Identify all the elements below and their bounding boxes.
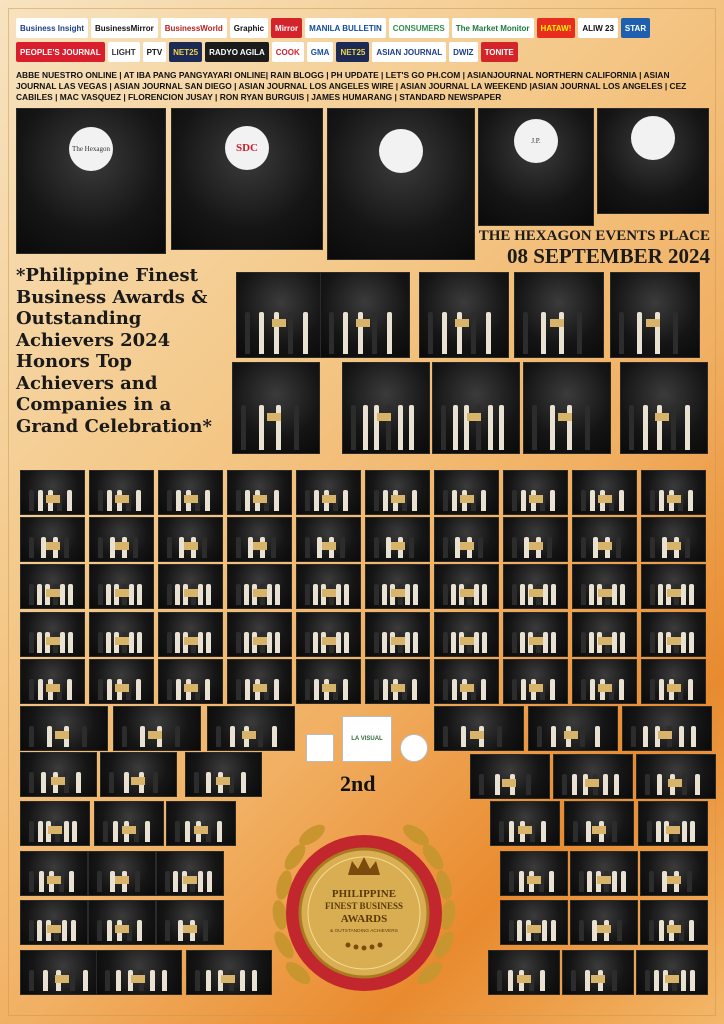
award-photo [503,659,568,704]
award-photo [641,470,706,515]
award-photo [89,659,154,704]
award-photo [528,706,618,751]
la-visual-logo: LA VISUAL [342,716,392,762]
award-photo [434,517,499,562]
award-photo [636,754,716,799]
seal-line-3: AWARDS [340,913,388,925]
award-photo [572,470,637,515]
seal-line-4: & OUTSTANDING ACHIEVERS [330,929,398,934]
award-photo [523,362,611,454]
award-photo [185,752,262,797]
award-photo [158,470,223,515]
featured-photo [597,108,709,214]
award-photo [365,612,430,657]
media-logo: MANILA BULLETIN [305,18,386,38]
sponsors-list: ABBE NUESTRO ONLINE | AT IBA PANG PANGYAYARI ONLINE| RAIN BLOGG | PH UPDATE | LET'S GO PH.COM | ASIANJOURNAL NORTHERN CALIFORNIA | ASIAN JOURNAL LAS VEGAS | ASIAN JOURNAL SAN DIEGO | ASIAN JOURNAL LOS ANGELES WIRE | ASIAN JOURNAL LA WEEKEND |ASIAN JOURNAL LOS ANGELES | CEZ CABILES | MAC VASQUEZ | FLORENCION JUSAY | RON RYAN BURGUIS | JAMES HUMARANG | STANDARD NEWSPAPER [16,70,687,102]
award-photo [20,659,85,704]
award-photo [227,517,292,562]
award-photo [88,851,156,896]
rank-label: 2nd [340,771,376,796]
award-photo [296,659,361,704]
award-photo [20,470,85,515]
award-photo [641,659,706,704]
award-photo [296,517,361,562]
award-photo [641,517,706,562]
award-photo [572,612,637,657]
media-logo: The Market Monitor [452,18,534,38]
award-photo [20,950,106,995]
awards-seal [250,795,478,1023]
award-photo [419,272,509,358]
award-photo [207,706,295,751]
award-photo [166,801,236,846]
award-photo [434,564,499,609]
award-photo [89,470,154,515]
award-photo [641,612,706,657]
award-photo [296,470,361,515]
award-photo [365,470,430,515]
media-logo: BusinessWorld [161,18,227,38]
media-logo: CONSUMERS [389,18,449,38]
photo-backdrop-logo: J.P. [514,119,558,163]
media-logo: NET25 [169,42,202,62]
logo-row [16,18,708,38]
award-photo [89,517,154,562]
award-photo [488,950,560,995]
award-photo [638,801,708,846]
award-photo [113,706,201,751]
award-photo [470,754,550,799]
featured-photo [478,108,594,226]
media-logo: Mirror [271,18,302,38]
award-photo [636,950,708,995]
award-photo [88,900,156,945]
award-photo [365,564,430,609]
headline: *Philippine Finest Business Awards & Outstanding Achievers 2024 Honors Top Achievers and Companies in a Grand Celebration* [16,265,212,437]
organizer-logo [306,734,334,762]
award-photo [503,470,568,515]
media-logo: PTV [143,42,167,62]
award-photo [434,612,499,657]
award-photo [94,801,164,846]
media-logo: ASIAN JOURNAL [372,42,446,62]
media-logo: NET25 [336,42,369,62]
media-logo: HATAW! [537,18,576,38]
media-logo: GMA [307,42,334,62]
award-photo [641,564,706,609]
award-photo [296,612,361,657]
media-logo-strip [16,18,708,66]
award-photo [20,801,90,846]
photo-backdrop-logo: The Hexagon [69,127,113,171]
award-photo [227,659,292,704]
award-photo [514,272,604,358]
media-logo: STAR [621,18,650,38]
event-date: 08 SEPTEMBER 2024 [506,244,710,268]
featured-photo [171,108,323,250]
event-venue-block [479,228,710,267]
award-photo [20,706,108,751]
award-photo [570,851,638,896]
award-photo [156,900,224,945]
award-photo [236,272,326,358]
award-photo [503,612,568,657]
award-photo [20,564,85,609]
award-photo [434,470,499,515]
award-photo [572,659,637,704]
award-photo [620,362,708,454]
award-photo [640,900,708,945]
photo-backdrop-logo: SDC [225,126,269,170]
featured-photo [16,108,166,254]
award-photo [20,900,88,945]
award-photo [434,706,524,751]
award-photo [503,564,568,609]
award-photo [227,470,292,515]
award-photo [156,851,224,896]
award-photo [553,754,633,799]
award-photo [158,659,223,704]
award-photo [227,564,292,609]
award-photo [20,752,97,797]
award-photo [503,517,568,562]
organizer-logo [400,734,428,762]
media-logo: BusinessMirror [91,18,158,38]
award-photo [158,517,223,562]
award-photo [227,612,292,657]
award-photo [570,900,638,945]
award-photo [365,517,430,562]
award-photo [20,851,88,896]
award-photo [572,517,637,562]
seal-line-2: FINEST BUSINESS [324,901,404,911]
award-photo [500,851,568,896]
award-photo [572,564,637,609]
award-photo [564,801,634,846]
award-photo [500,900,568,945]
award-photo [158,564,223,609]
logo-row [16,42,708,62]
venue-name: THE HEXAGON EVENTS PLACE [478,228,710,244]
featured-photo [327,108,475,260]
award-photo [342,362,430,454]
award-photo [320,272,410,358]
award-photo [622,706,712,751]
organizer-logos [306,716,428,762]
media-logo: COOK [272,42,304,62]
award-photo [20,517,85,562]
media-logo: RADYO AGILA [205,42,269,62]
photo-backdrop-logo [379,129,423,173]
award-photo [20,612,85,657]
award-photo [432,362,520,454]
media-logo: TONITE [481,42,518,62]
media-logo: ALIW 23 [578,18,618,38]
award-photo [158,612,223,657]
media-logo: PEOPLE'S JOURNAL [16,42,105,62]
award-photo [562,950,634,995]
award-photo [100,752,177,797]
award-photo [640,851,708,896]
award-photo [232,362,320,454]
award-photo [610,272,700,358]
media-logo: Graphic [230,18,268,38]
media-logo: Business Insight [16,18,88,38]
award-photo [365,659,430,704]
seal-line-1: PHILIPPINE [331,888,397,900]
award-photo [490,801,560,846]
award-photo [89,612,154,657]
award-photo [296,564,361,609]
award-photo [434,659,499,704]
photo-backdrop-logo [631,116,675,160]
media-logo: DWIZ [449,42,477,62]
award-photo [89,564,154,609]
award-photo [96,950,182,995]
media-logo: LIGHT [108,42,140,62]
